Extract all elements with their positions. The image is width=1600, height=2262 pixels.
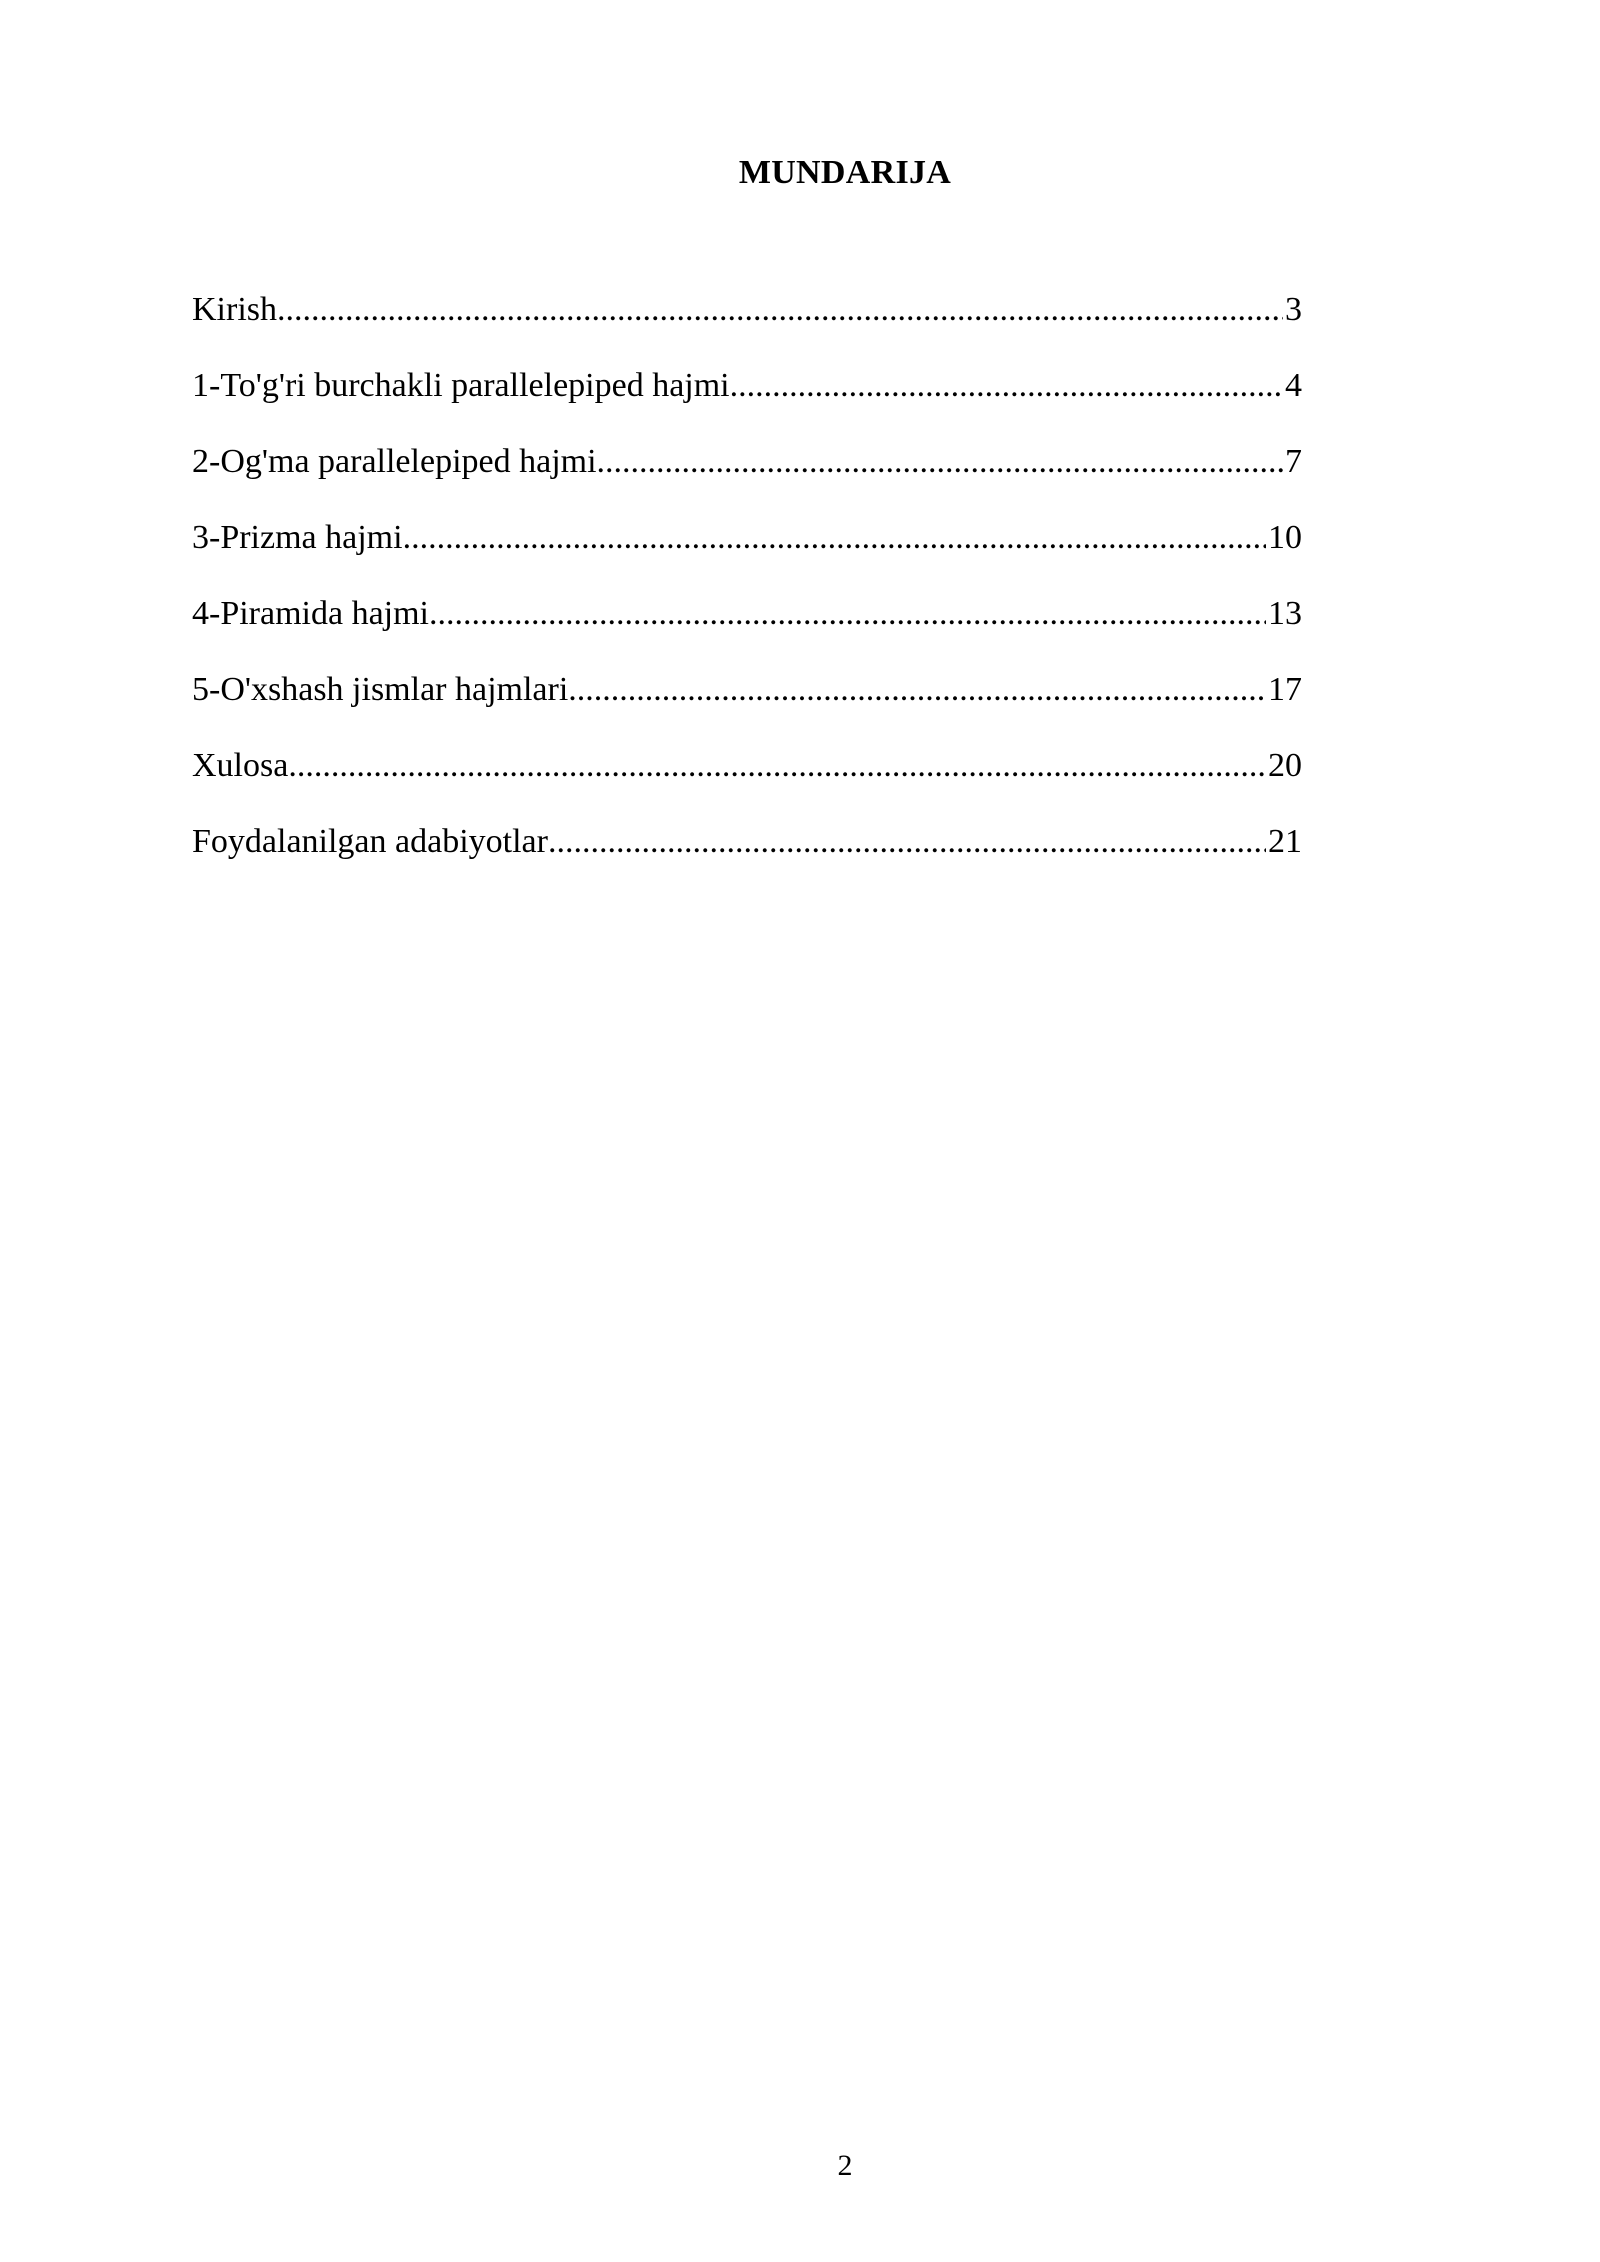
toc-entry-oxshash-jismlar[interactable]: [192, 668, 1302, 744]
toc-entry-kirish[interactable]: [192, 288, 1302, 364]
toc-dot-leader: [568, 668, 1266, 712]
toc-entry-label: 5-O'xshash jismlar hajmlari: [192, 671, 569, 708]
toc-entry-label: 3-Prizma hajmi: [192, 519, 403, 556]
table-of-contents: [192, 288, 1302, 896]
page-title: MUNDARIJA: [738, 154, 952, 191]
toc-entry-piramida[interactable]: [192, 592, 1302, 668]
toc-entry-label: 2-Og'ma parallelepiped hajmi: [192, 443, 597, 480]
toc-dot-leader: [288, 744, 1266, 788]
toc-entry-togri-burchakli-parallelepiped[interactable]: [192, 364, 1302, 440]
toc-entry-page: 10: [1268, 519, 1302, 556]
toc-entry-label: 4-Piramida hajmi: [192, 595, 430, 632]
toc-entry-page: 17: [1268, 671, 1302, 708]
toc-dot-leader: [730, 364, 1283, 408]
toc-dot-leader: [548, 820, 1266, 864]
toc-dot-leader: [597, 440, 1283, 484]
toc-entry-foydalanilgan-adabiyotlar[interactable]: [192, 820, 1302, 896]
toc-entry-ogma-parallelepiped[interactable]: [192, 440, 1302, 516]
toc-entry-page: 7: [1285, 443, 1302, 480]
toc-entry-page: 3: [1285, 291, 1302, 328]
toc-entry-label: Kirish: [192, 291, 277, 328]
toc-entry-page: 20: [1268, 747, 1302, 784]
toc-dot-leader: [429, 592, 1266, 636]
page-number: 2: [837, 2149, 853, 2182]
toc-entry-page: 13: [1268, 595, 1302, 632]
toc-entry-label: Foydalanilgan adabiyotlar: [192, 823, 548, 860]
toc-entry-label: Xulosa: [192, 747, 289, 784]
toc-entry-page: 21: [1268, 823, 1302, 860]
toc-entry-xulosa[interactable]: [192, 744, 1302, 820]
toc-dot-leader: [277, 288, 1283, 332]
toc-dot-leader: [403, 516, 1266, 560]
toc-entry-label: 1-To'g'ri burchakli parallelepiped hajmi: [192, 367, 730, 404]
toc-entry-page: 4: [1285, 367, 1302, 404]
toc-entry-prizma[interactable]: [192, 516, 1302, 592]
